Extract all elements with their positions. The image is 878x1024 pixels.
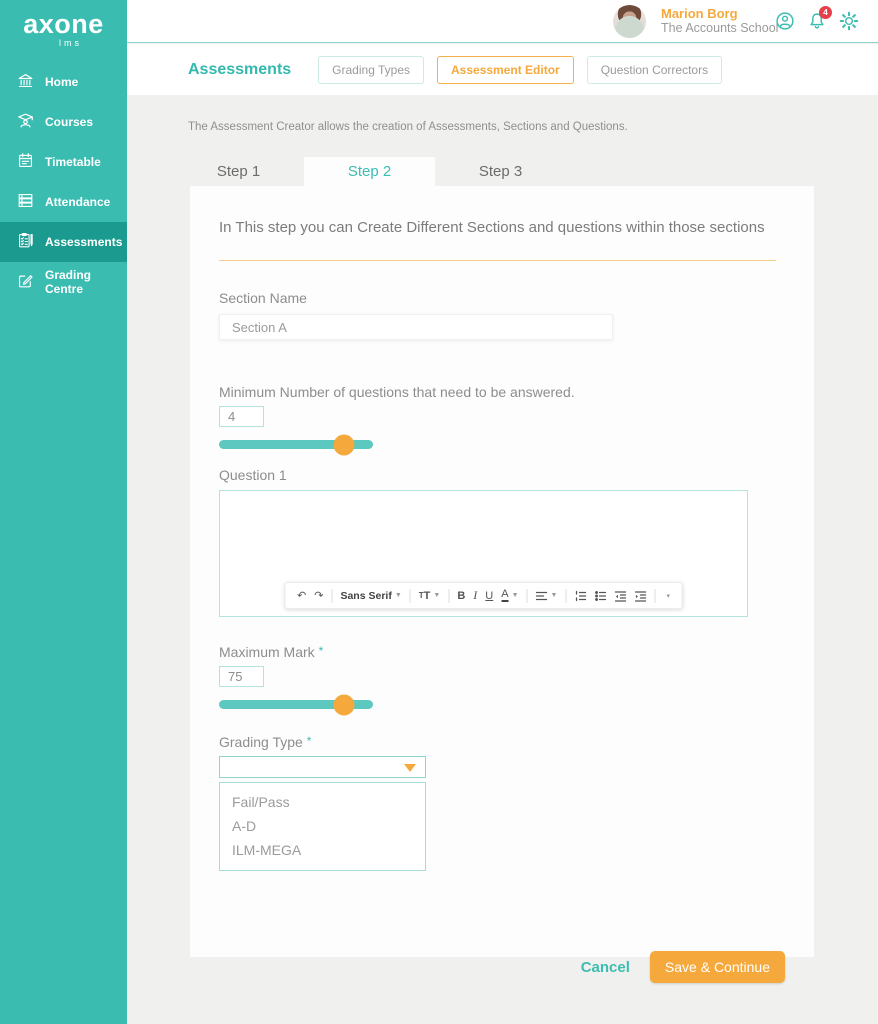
bank-icon bbox=[16, 71, 35, 93]
sidebar-item-attendance[interactable] bbox=[0, 182, 127, 222]
option-ilm-mega[interactable]: ILM-MEGA bbox=[232, 842, 302, 858]
text-color-dropdown[interactable]: A ▼ bbox=[501, 588, 519, 600]
min-questions-slider-thumb[interactable] bbox=[333, 434, 354, 455]
profile-icon[interactable] bbox=[774, 10, 796, 32]
toolbar-divider bbox=[527, 589, 528, 603]
graduate-icon bbox=[16, 111, 35, 133]
indent-button[interactable] bbox=[630, 590, 650, 602]
sidebar bbox=[0, 0, 127, 1024]
required-asterisk: * bbox=[318, 644, 324, 658]
toolbar-divider bbox=[331, 589, 332, 603]
italic-button[interactable]: I bbox=[473, 588, 478, 602]
font-family-dropdown[interactable]: Sans Serif ▼ bbox=[340, 589, 402, 602]
page-description: The Assessment Creator allows the creation of Assessments, Sections and Questions. bbox=[188, 121, 628, 133]
header-icons bbox=[774, 7, 860, 32]
required-asterisk: * bbox=[306, 734, 312, 748]
max-mark-label: Maximum Mark * bbox=[219, 644, 324, 660]
notification-badge: 4 bbox=[819, 6, 832, 19]
min-questions-input[interactable] bbox=[219, 406, 264, 427]
sidebar-menu bbox=[0, 62, 127, 302]
min-questions-slider[interactable] bbox=[219, 440, 373, 449]
section-name-input[interactable] bbox=[219, 314, 613, 340]
brand-logo bbox=[0, 0, 127, 48]
question-correctors-button[interactable]: Question Correctors bbox=[587, 56, 722, 84]
bell-icon[interactable] bbox=[806, 7, 828, 32]
toolbar-more-button[interactable]: ▾ bbox=[666, 592, 670, 600]
top-header bbox=[127, 0, 878, 43]
save-continue-button[interactable]: Save & Continue bbox=[650, 951, 785, 983]
step-intro-text: In This step you can Create Different Sections and questions within those sections bbox=[219, 219, 765, 236]
orange-divider bbox=[219, 260, 776, 261]
sidebar-item-grading-centre[interactable] bbox=[0, 262, 127, 302]
ordered-list-button[interactable] bbox=[570, 590, 590, 602]
align-dropdown[interactable] bbox=[532, 590, 562, 602]
outdent-button[interactable] bbox=[610, 590, 630, 602]
grading-type-select[interactable] bbox=[219, 756, 426, 778]
grading-type-label: Grading Type * bbox=[219, 734, 312, 750]
max-mark-slider-thumb[interactable] bbox=[333, 694, 354, 715]
sidebar-item-home[interactable] bbox=[0, 62, 127, 102]
undo-icon[interactable]: ↶ bbox=[297, 590, 307, 602]
sidebar-item-label: Timetable bbox=[45, 155, 101, 169]
sidebar-item-courses[interactable] bbox=[0, 102, 127, 142]
chevron-down-icon: ▼ bbox=[433, 592, 441, 599]
step-tabs bbox=[173, 157, 878, 186]
sub-header bbox=[127, 44, 878, 95]
brand-sub: lms bbox=[59, 38, 82, 48]
option-a-d[interactable]: A-D bbox=[232, 818, 257, 834]
assessment-editor-button[interactable]: Assessment Editor bbox=[437, 56, 574, 84]
gear-icon[interactable] bbox=[838, 10, 860, 32]
bullet-list-button[interactable] bbox=[590, 590, 610, 602]
section-name-label: Section Name bbox=[219, 290, 307, 306]
editor-toolbar bbox=[284, 582, 683, 609]
sidebar-item-label: Home bbox=[45, 75, 79, 89]
question-editor[interactable] bbox=[219, 490, 748, 617]
redo-icon[interactable]: ↷ bbox=[314, 590, 324, 602]
option-fail-pass[interactable]: Fail/Pass bbox=[232, 794, 290, 810]
user-name: Marion Borg bbox=[661, 6, 738, 21]
grading-type-options bbox=[219, 782, 426, 871]
step-2-panel bbox=[190, 186, 814, 976]
sidebar-item-timetable[interactable] bbox=[0, 142, 127, 182]
min-questions-label: Minimum Number of questions that need to be answered. bbox=[219, 384, 575, 400]
tab-step-2[interactable]: Step 2 bbox=[304, 157, 435, 186]
dropdown-caret-icon bbox=[404, 764, 416, 772]
sidebar-item-label: Attendance bbox=[45, 195, 111, 209]
underline-button[interactable]: U bbox=[485, 589, 494, 602]
page-title: Assessments bbox=[188, 60, 292, 78]
chevron-down-icon: ▼ bbox=[394, 592, 402, 599]
bold-button[interactable]: B bbox=[457, 589, 466, 602]
form-actions bbox=[219, 951, 785, 983]
max-mark-slider[interactable] bbox=[219, 700, 373, 709]
toolbar-divider bbox=[448, 589, 449, 603]
sidebar-item-assessments[interactable] bbox=[0, 222, 127, 262]
brand-name: axone bbox=[23, 9, 104, 39]
font-size-dropdown[interactable]: T T ▼ bbox=[418, 589, 441, 602]
sidebar-item-label: Courses bbox=[45, 115, 94, 129]
user-organisation: The Accounts School bbox=[661, 21, 779, 35]
cancel-button[interactable]: Cancel bbox=[580, 958, 630, 976]
calendar-icon bbox=[16, 151, 35, 173]
avatar[interactable] bbox=[613, 5, 646, 38]
question-label: Question 1 bbox=[219, 467, 287, 483]
edit-pencil-icon bbox=[16, 271, 35, 293]
chevron-down-icon: ▼ bbox=[550, 592, 558, 599]
tab-step-3[interactable]: Step 3 bbox=[478, 163, 523, 180]
sidebar-item-label: Grading Centre bbox=[45, 268, 92, 296]
main-content bbox=[127, 95, 878, 1024]
toolbar-divider bbox=[565, 589, 566, 603]
user-info bbox=[661, 6, 778, 36]
clipboard-checklist-icon bbox=[16, 231, 35, 253]
max-mark-input[interactable] bbox=[219, 666, 264, 687]
tab-step-1[interactable]: Step 1 bbox=[216, 163, 261, 180]
grading-types-button[interactable]: Grading Types bbox=[318, 56, 424, 84]
sidebar-item-label: Assessments bbox=[45, 235, 123, 249]
toolbar-divider bbox=[410, 589, 411, 603]
toolbar-divider bbox=[654, 589, 655, 603]
chevron-down-icon: ▼ bbox=[511, 592, 519, 599]
rows-icon bbox=[16, 191, 35, 213]
